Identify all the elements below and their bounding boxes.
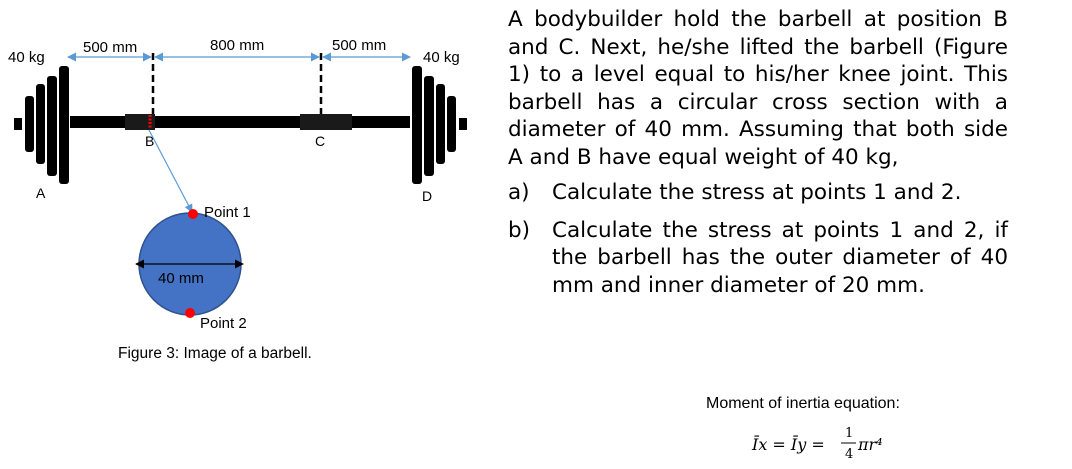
question-item [508,179,1008,207]
barbell-bar [70,116,410,128]
dimension-label-middle: 800 mm [210,37,265,54]
weight-label-left: 40 kg [8,49,45,66]
point-label-b: B [145,133,155,149]
barbell-figure [0,0,500,469]
question-letter: b) [508,217,531,243]
point-2-label: Point 2 [200,315,247,332]
left-weight-plates [14,66,69,184]
equation-lhs: Īx = Īy = [752,435,825,454]
point-2-marker [185,308,195,318]
question-letter: a) [508,180,530,205]
moment-of-inertia-label: Moment of inertia equation: [706,395,900,412]
equation-rhs: πr⁴ [858,435,883,454]
equation-denominator: 4 [845,447,854,462]
question-text: Calculate the stress at points 1 and 2, if the barbell has the outer diameter of 40 mm and inner diameter of 20 mm. [552,217,1008,298]
diameter-label: 40 mm [158,270,204,287]
barbell-grip-right [300,114,352,130]
point-label-c: C [315,133,326,149]
section-leader-line [149,130,192,212]
problem-questions [508,179,1008,299]
dimension-label-right: 500 mm [332,37,387,54]
point-1-label: Point 1 [204,204,251,221]
equation-numerator: 1 [845,426,854,441]
right-weight-plates [412,66,467,184]
point-label-a: A [36,185,46,201]
problem-statement: A bodybuilder hold the barbell at position B and C. Next, he/she lifted the barbell (Figure 1) to a level equal to his/her knee joint. This barbell has a circular cross section with a diameter of 40 mm. Assuming that both side A and B have equal weight of 40 kg, [508,7,1008,170]
problem-text [508,6,1008,309]
weight-label-right: 40 kg [423,49,460,66]
question-item [508,217,1008,300]
dimension-label-left: 500 mm [83,39,138,56]
figure-caption: Figure 3: Image of a barbell. [118,345,312,362]
point-label-d: D [422,188,433,204]
moment-of-inertia-equation [748,420,908,466]
question-text: Calculate the stress at points 1 and 2. [552,180,962,205]
point-1-marker [188,209,198,219]
